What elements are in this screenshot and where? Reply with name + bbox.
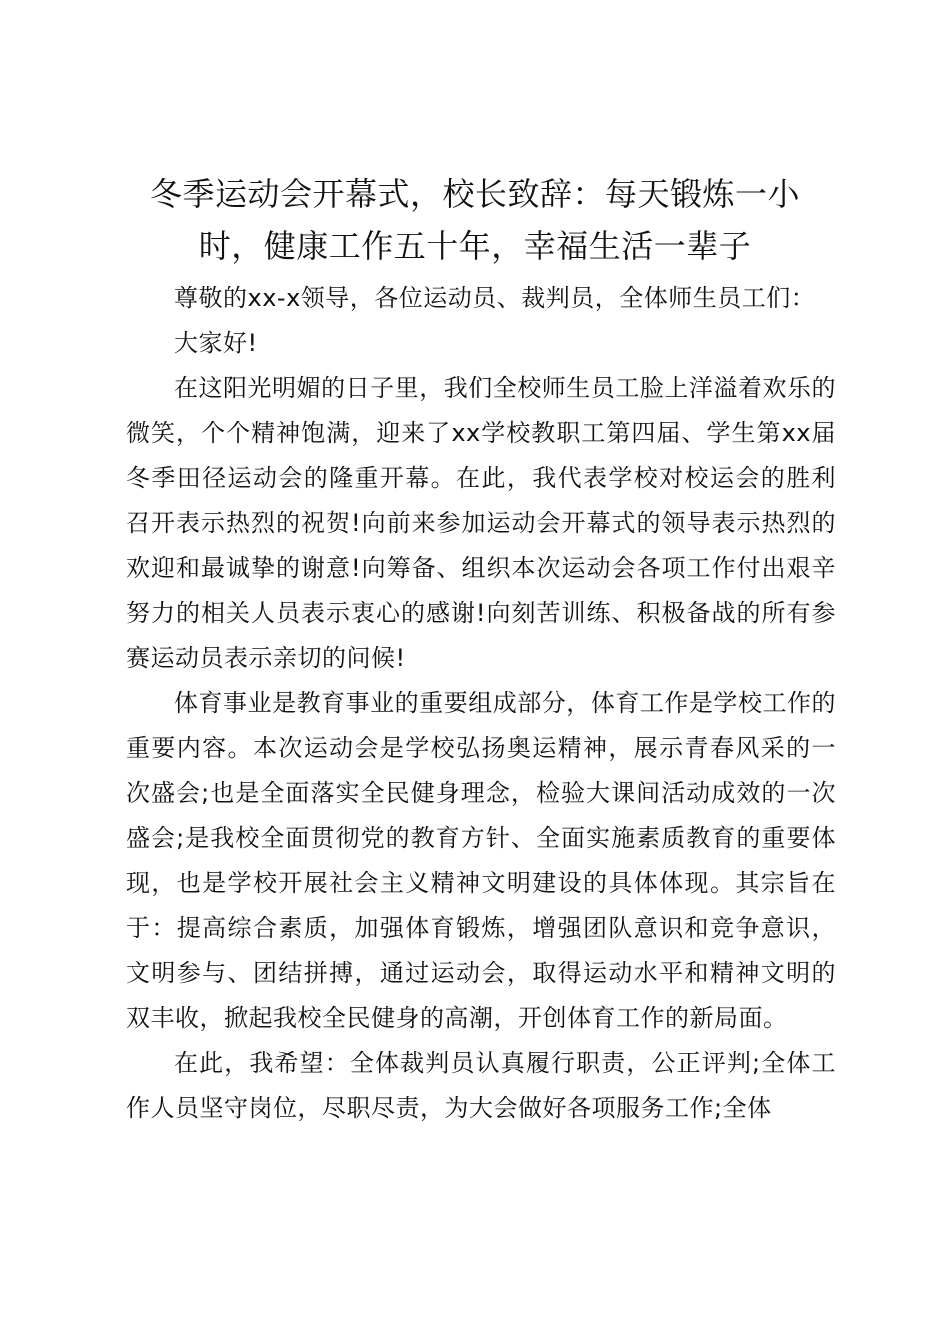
document-title [100,168,850,272]
title-line-1: 冬季运动会开幕式，校长致辞：每天锻炼一小 [149,175,800,213]
title-line-2: 时，健康工作五十年，幸福生活一辈子 [198,227,752,265]
body-paragraph: 体育事业是教育事业的重要组成部分，体育工作是学校工作的重要内容。本次运动会是学校弘扬奥运精神，展示青春风采的一次盛会;也是全面落实全民健身理念，检验大课间活动成效的一次盛会;是我校全面贯彻党的教育方针、全面实施素质教育的重要体现，也是学校开展社会主义精神文明建设的具体体现。其宗旨在于：提高综合素质，加强体育锻炼，增强团队意识和竞争意识，文明参与、团结拼搏，通过运动会，取得运动水平和精神文明的双丰收，掀起我校全民健身的高潮，开创体育工作的新局面。 [126,689,836,1032]
body-paragraph: 在此，我希望：全体裁判员认真履行职责，公正评判;全体工作人员坚守岗位，尽职尽责，为大会做好各项服务工作;全体 [126,1049,836,1122]
greeting-paragraph: 大家好! [174,329,258,357]
document-body [126,276,836,1131]
body-paragraph: 在这阳光明媚的日子里，我们全校师生员工脸上洋溢着欢乐的微笑，个个精神饱满，迎来了xx学校教职工第四届、学生第xx届冬季田径运动会的隆重开幕。在此，我代表学校对校运会的胜利召开表示热烈的祝贺!向前来参加运动会开幕式的领导表示热烈的欢迎和最诚挚的谢意!向筹备、组织本次运动会各项工作付出艰辛努力的相关人员表示衷心的感谢!向刻苦训练、积极备战的所有参赛运动员表示亲切的问候! [126,374,836,672]
salutation-paragraph: 尊敬的xx-x领导，各位运动员、裁判员，全体师生员工们： [174,284,816,312]
